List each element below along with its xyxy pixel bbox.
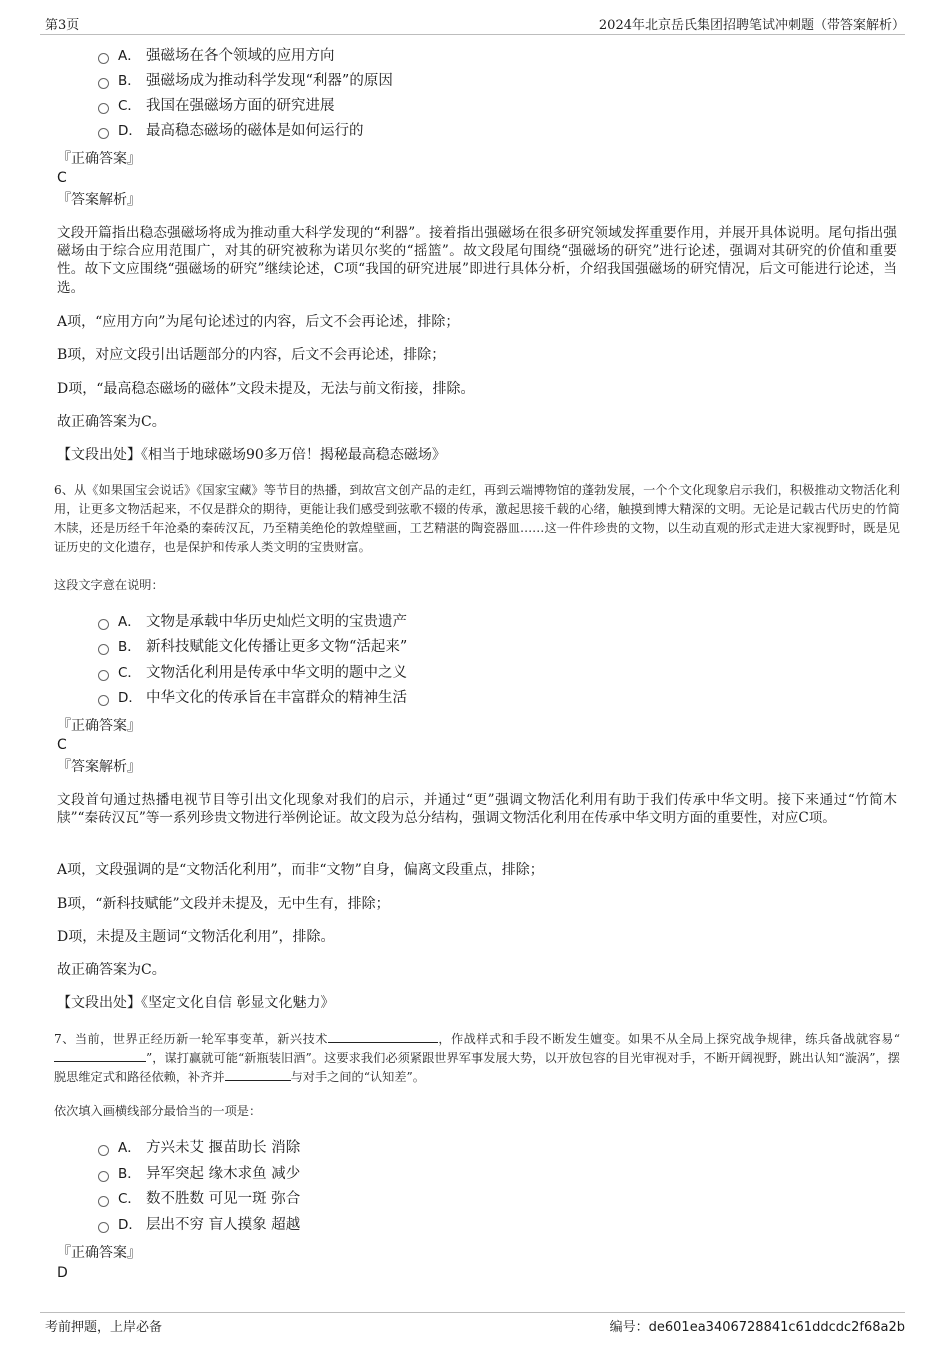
option-d[interactable]: D． 中华文化的传承旨在丰富群众的精神生活: [98, 688, 407, 708]
question-prompt: 依次填入画横线部分最恰当的一项是：: [54, 1104, 262, 1118]
analysis-text: 文段首句通过热播电视节目等引出文化现象对我们的启示，并通过“更”强调文物活化利用有助于我们传承中华文明。接下来通过“竹简木牍”“秦砖汉瓦”等一系列珍贵文物进行举例论证。故文段为总分结构，强调文物活化利用在传承中华文明方面的重要性，对应C项。: [57, 792, 897, 827]
radio-icon[interactable]: [98, 1145, 109, 1156]
source-citation: 【文段出处】《相当于地球磁场90多万倍！揭秘最高稳态磁场》: [57, 447, 446, 463]
analysis-conclusion: 故正确答案为C。: [57, 962, 166, 978]
question-stem: 6、从《如果国宝会说话》《国家宝藏》等节目的热播，到故宫文创产品的走红，再到云端博物馆的蓬勃发展，一个个文化现象启示我们，积极推动文物活化利用，让更多文物活起来，不仅是群众的期待，更能让我们感受到弦歌不辍的传承，激起思接千载的心绪，触摸到博大精深的文明。无论是记载古代历史的竹简木牍，还是历经千年沧桑的秦砖汉瓦，乃至精美绝伦的敦煌壁画，工艺精湛的陶瓷器皿……这一件件珍贵的文物，以生动直观的形式走进大家视野时，既是见证历史的文化遗存，也是保护和传承人类文明的宝贵财富。: [54, 483, 900, 554]
answer-label: 『正确答案』: [57, 1245, 141, 1261]
radio-icon[interactable]: [98, 1222, 109, 1233]
option-a[interactable]: A． 文物是承载中华历史灿烂文明的宝贵遗产: [98, 612, 407, 632]
blank-2: [54, 1049, 146, 1062]
radio-icon[interactable]: [98, 695, 109, 706]
source-citation: 【文段出处】《坚定文化自信 彰显文化魅力》: [57, 995, 335, 1011]
answer-label: 『正确答案』: [57, 151, 141, 167]
radio-icon[interactable]: [98, 644, 109, 655]
analysis-label: 『答案解析』: [57, 192, 141, 208]
radio-icon[interactable]: [98, 53, 109, 64]
analysis-note: D项，未提及主题词“文物活化利用”，排除。: [57, 929, 335, 945]
blank-3: [225, 1068, 291, 1081]
radio-icon[interactable]: [98, 1171, 109, 1182]
document-code: 编号：de601ea3406728841c61ddcdc2f68a2b: [609, 1320, 905, 1335]
radio-icon[interactable]: [98, 128, 109, 139]
option-b[interactable]: B． 异军突起 缘木求鱼 减少: [98, 1164, 300, 1184]
radio-icon[interactable]: [98, 78, 109, 89]
analysis-note: D项，“最高稳态磁场的磁体”文段未提及，无法与前文衔接，排除。: [57, 381, 475, 397]
option-a[interactable]: A． 方兴未艾 揠苗助长 消除: [98, 1138, 300, 1158]
page-header: [40, 12, 905, 35]
answer-value: D: [57, 1265, 68, 1281]
question-stem: 7、当前，世界正经历新一轮军事变革，新兴技术 ，作战样式和手段不断发生嬗变。如果不从全局上探究战争规律，练兵备战就容易“”，谋打赢就可能“新瓶装旧酒”。这要求我们必须紧跟世界军事发展大势，以开放包容的目光审视对手，不断开阔视野，跳出认知“漩涡”，摆脱思维定式和路径依赖，补齐并 与对手之间的“认知差”。: [54, 1032, 901, 1084]
page-number: 第3页: [45, 18, 80, 33]
analysis-label: 『答案解析』: [57, 759, 141, 775]
blank-1: [328, 1030, 438, 1043]
question-prompt: 这段文字意在说明：: [54, 578, 164, 592]
answer-value: C: [57, 170, 67, 186]
analysis-note: B项，“新科技赋能”文段并未提及，无中生有，排除；: [57, 896, 390, 912]
document-title: 2024年北京岳氏集团招聘笔试冲刺题（带答案解析）: [598, 18, 905, 33]
analysis-conclusion: 故正确答案为C。: [57, 414, 166, 430]
analysis-note: A项，“应用方向”为尾句论述过的内容，后文不会再论述，排除；: [57, 314, 460, 330]
radio-icon[interactable]: [98, 1196, 109, 1207]
analysis-text: 文段开篇指出稳态强磁场将成为推动重大科学发现的“利器”。接着指出强磁场在很多研究领域发挥重要作用，并展开具体说明。尾句指出强磁场由于综合应用范围广，对其的研究被称为诺贝尔奖的“摇篮”。故文段尾句围绕“强磁场的研究”进行论述，强调对其研究的价值和重要性。故下文应围绕“强磁场的研究”继续论述，C项“我国的研究进展”即进行具体分析，介绍我国强磁场的研究情况，后文可能进行论述，当选。: [57, 225, 897, 296]
analysis-note: B项，对应文段引出话题部分的内容，后文不会再论述，排除；: [57, 347, 446, 363]
footer-slogan: 考前押题，上岸必备: [45, 1320, 163, 1335]
option-b[interactable]: B． 强磁场成为推动科学发现“利器”的原因: [98, 71, 393, 91]
analysis-note: A项，文段强调的是“文物活化利用”，而非“文物”自身，偏离文段重点，排除；: [57, 862, 544, 878]
option-c[interactable]: C． 数不胜数 可见一斑 弥合: [98, 1189, 300, 1209]
option-d[interactable]: D． 最高稳态磁场的磁体是如何运行的: [98, 121, 364, 141]
option-d[interactable]: D． 层出不穷 盲人摸象 超越: [98, 1215, 300, 1235]
option-c[interactable]: C． 文物活化利用是传承中华文明的题中之义: [98, 663, 407, 683]
option-b[interactable]: B． 新科技赋能文化传播让更多文物“活起来”: [98, 637, 407, 657]
radio-icon[interactable]: [98, 103, 109, 114]
page-footer: [40, 1312, 905, 1337]
option-a[interactable]: A． 强磁场在各个领域的应用方向: [98, 46, 335, 66]
answer-label: 『正确答案』: [57, 718, 141, 734]
radio-icon[interactable]: [98, 619, 109, 630]
radio-icon[interactable]: [98, 670, 109, 681]
option-c[interactable]: C． 我国在强磁场方面的研究进展: [98, 96, 335, 116]
answer-value: C: [57, 737, 67, 753]
